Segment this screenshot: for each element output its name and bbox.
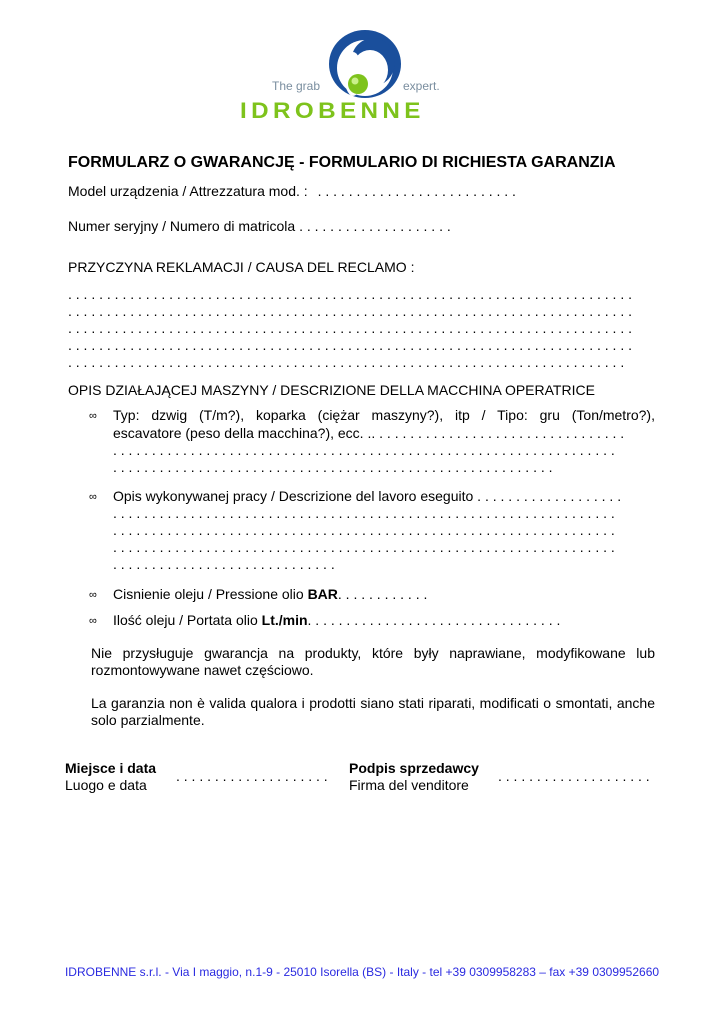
work-dots-1: . . . . . . . . . . . . . . . . . . . . . . . . . . . . . . . . . . . . . . . . . . . . . . . . . . . . . . . . . . . . . . . . . — [113, 505, 615, 521]
company-logo — [240, 28, 490, 128]
place-label-pl: Miejsce i data — [65, 760, 157, 776]
logo-tagline-left: The grab — [272, 79, 321, 93]
pressure-label: Cisnienie oleju / Pressione olio — [113, 586, 308, 602]
flow-label: Ilość oleju / Portata olio — [113, 612, 262, 628]
reason-line-2: . . . . . . . . . . . . . . . . . . . . . . . . . . . . . . . . . . . . . . . . . . . . . . . . . . . . . . . . . . . . . . . . . . . . . . . . . — [68, 303, 632, 319]
type-line-1: Typ: dzwig (T/m?), koparka (ciężar maszyny?), itp / Tipo: gru (Ton/metro?), — [113, 407, 655, 423]
bullet-icon: ∞ — [89, 491, 97, 503]
type-line-2-dots: . . . . . . . . . . . . . . . . . . . . . . . . . . . . . . . . — [379, 425, 625, 441]
reason-line-4: . . . . . . . . . . . . . . . . . . . . . . . . . . . . . . . . . . . . . . . . . . . . . . . . . . . . . . . . . . . . . . . . . . . . . . . . . — [68, 337, 632, 353]
type-dots-2: . . . . . . . . . . . . . . . . . . . . . . . . . . . . . . . . . . . . . . . . . . . . . . . . . . . . . . . . . — [113, 459, 553, 475]
reason-label: PRZYCZYNA REKLAMACJI / CAUSA DEL RECLAMO : — [68, 259, 415, 275]
work-dots-3: . . . . . . . . . . . . . . . . . . . . . . . . . . . . . . . . . . . . . . . . . . . . . . . . . . . . . . . . . . . . . . . . . — [113, 539, 615, 555]
reason-line-5: . . . . . . . . . . . . . . . . . . . . . . . . . . . . . . . . . . . . . . . . . . . . . . . . . . . . . . . . . . . . . . . . . . . . . . . . — [68, 354, 625, 370]
form-title: FORMULARZ O GWARANCJĘ - FORMULARIO DI RICHIESTA GARANZIA — [68, 154, 616, 171]
notice-polish: Nie przysługuje gwarancja na produkty, które były naprawiane, modyfikowane lub rozmontowywane nawet częściowo. — [91, 645, 655, 678]
bullet-icon: ∞ — [89, 615, 97, 627]
type-dots-1: . . . . . . . . . . . . . . . . . . . . . . . . . . . . . . . . . . . . . . . . . . . . . . . . . . . . . . . . . . . . . . . . . — [113, 442, 615, 458]
type-line-2 — [113, 425, 624, 442]
notice-italian: La garanzia non è valida qualora i prodotti siano stati riparati, modificati o smontati, anche solo parzialmente. — [91, 695, 655, 728]
work-dots-4: . . . . . . . . . . . . . . . . . . . . . . . . . . . . . — [113, 556, 335, 572]
signature-label-it: Firma del venditore — [349, 777, 469, 793]
machine-heading: OPIS DZIAŁAJĄCEJ MASZYNY / DESCRIZIONE DELLA MACCHINA OPERATRICE — [68, 382, 595, 398]
work-line — [113, 488, 621, 505]
model-label: Model urządzenia / Attrezzatura mod. : — [68, 183, 308, 199]
logo-brand-name: IDROBENNE — [240, 98, 425, 123]
bullet-icon: ∞ — [89, 589, 97, 601]
flow-dots: . . . . . . . . . . . . . . . . . . . . . . . . . . . . . . . . . — [307, 612, 561, 628]
flow-field — [113, 612, 560, 629]
serial-label: Numer seryjny / Numero di matricola — [68, 218, 296, 234]
bullet-icon: ∞ — [89, 410, 97, 422]
footer-address: IDROBENNE s.r.l. - Via I maggio, n.1-9 - 25010 Isorella (BS) - Italy - tel +39 0309958283 – fax +39 0309952660 — [64, 965, 660, 979]
flow-unit: Lt./min — [261, 612, 308, 628]
pressure-unit: BAR — [307, 586, 338, 602]
place-dots: . . . . . . . . . . . . . . . . . . . . — [176, 768, 328, 784]
serial-field — [68, 218, 451, 235]
reason-line-3: . . . . . . . . . . . . . . . . . . . . . . . . . . . . . . . . . . . . . . . . . . . . . . . . . . . . . . . . . . . . . . . . . . . . . . . . . — [68, 320, 632, 336]
reason-line-1: . . . . . . . . . . . . . . . . . . . . . . . . . . . . . . . . . . . . . . . . . . . . . . . . . . . . . . . . . . . . . . . . . . . . . . . . . — [68, 286, 632, 302]
type-line-2-text: escavatore (peso della macchina?), ecc. .. — [113, 425, 376, 441]
model-dots: . . . . . . . . . . . . . . . . . . . . . . . . . . — [317, 183, 516, 199]
work-dots-2: . . . . . . . . . . . . . . . . . . . . . . . . . . . . . . . . . . . . . . . . . . . . . . . . . . . . . . . . . . . . . . . . . — [113, 522, 615, 538]
pressure-field — [113, 586, 427, 603]
work-line-dots: . . . . . . . . . . . . . . . . . . . — [477, 488, 622, 504]
signature-dots: . . . . . . . . . . . . . . . . . . . . — [498, 768, 650, 784]
model-field — [68, 183, 516, 200]
place-label-it: Luogo e data — [65, 777, 147, 793]
pressure-dots: . . . . . . . . . . . . — [337, 586, 428, 602]
logo-tagline-right: expert. — [403, 79, 440, 93]
serial-dots: . . . . . . . . . . . . . . . . . . . . — [299, 218, 451, 234]
signature-label-pl: Podpis sprzedawcy — [349, 760, 479, 776]
work-line-text: Opis wykonywanej pracy / Descrizione del lavoro eseguito — [113, 488, 474, 504]
